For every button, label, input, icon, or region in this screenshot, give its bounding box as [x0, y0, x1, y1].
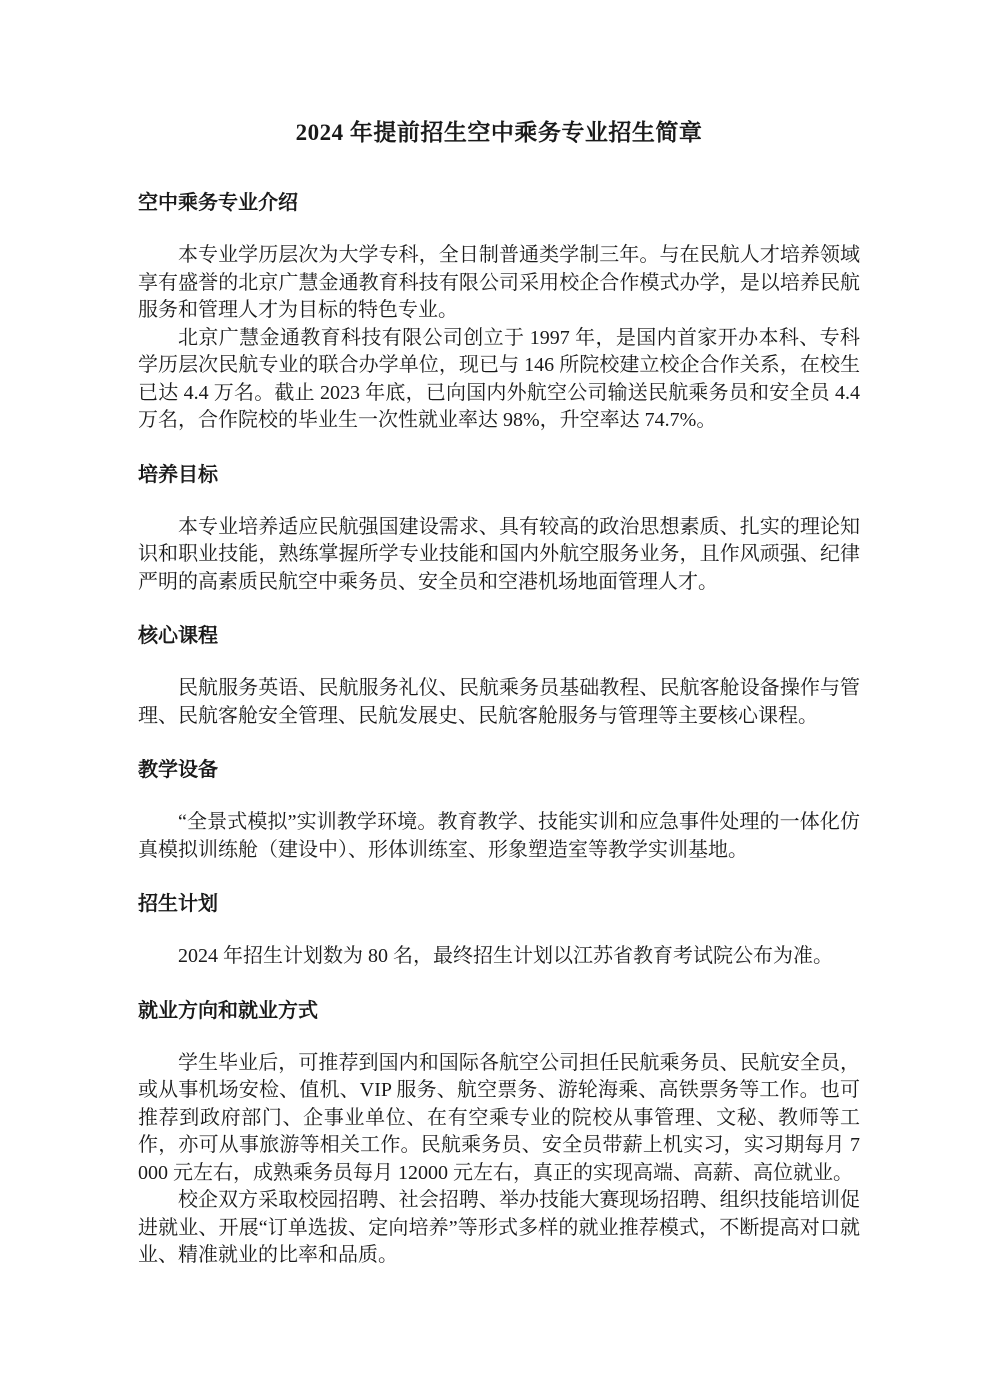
section-major-intro	[138, 190, 860, 435]
paragraph: 北京广慧金通教育科技有限公司创立于 1997 年，是国内首家开办本科、专科学历层次民航专业的联合办学单位，现已与 146 所院校建立校企合作关系，在校生已达 4.4 万名。截止 2023 年底，已向国内外航空公司输送民航乘务员和安全员 4.4 万名，合作院校的毕业生一次性就业率达 98%，升空率达 74.7%。	[138, 326, 860, 431]
section-training-goal	[138, 462, 860, 597]
paragraph: 民航服务英语、民航服务礼仪、民航乘务员基础教程、民航客舱设备操作与管理、民航客舱安全管理、民航发展史、民航客舱服务与管理等主要核心课程。	[138, 677, 860, 727]
paragraph: 2024 年招生计划数为 80 名，最终招生计划以江苏省教育考试院公布为准。	[178, 945, 833, 967]
section-heading-teaching-facilities: 教学设备	[138, 759, 218, 781]
section-teaching-facilities	[138, 757, 860, 864]
document-title: 2024 年提前招生空中乘务专业招生简章	[295, 120, 703, 145]
section-heading-employment: 就业方向和就业方式	[138, 999, 318, 1022]
section-heading-enrollment-plan: 招生计划	[138, 893, 218, 915]
paragraph: 本专业学历层次为大学专科，全日制普通类学制三年。与在民航人才培养领域享有盛誉的北京广慧金通教育科技有限公司采用校企合作模式办学，是以培养民航服务和管理人才为目标的特色专业。	[138, 244, 860, 321]
paragraph: “全景式模拟”实训教学环境。教育教学、技能实训和应急事件处理的一体化仿真模拟训练舱（建设中）、形体训练室、形象塑造室等教学实训基地。	[138, 811, 860, 861]
paragraph: 校企双方采取校园招聘、社会招聘、举办技能大赛现场招聘、组织技能培训促进就业、开展“订单选拔、定向培养”等形式多样的就业推荐模式，不断提高对口就业、精准就业的比率和品质。	[138, 1189, 860, 1266]
section-heading-major-intro: 空中乘务专业介绍	[138, 192, 298, 214]
paragraph: 学生毕业后，可推荐到国内和国际各航空公司担任民航乘务员、民航安全员，或从事机场安检、值机、VIP 服务、航空票务、游轮海乘、高铁票务等工作。也可推荐到政府部门、企事业单位、在有空乘专业的院校从事管理、文秘、教师等工作，亦可从事旅游等相关工作。民航乘务员、安全员带薪上机实习，实习期每月 7000 元左右，成熟乘务员每月 12000 元左右，真正的实现高端、高薪、高位就业。	[138, 1051, 860, 1184]
section-core-courses	[138, 623, 860, 730]
section-employment	[138, 998, 860, 1270]
section-heading-core-courses: 核心课程	[138, 625, 218, 647]
paragraph: 本专业培养适应民航强国建设需求、具有较高的政治思想素质、扎实的理论知识和职业技能，熟练掌握所学专业技能和国内外航空服务业务，且作风顽强、纪律严明的高素质民航空中乘务员、安全员和空港机场地面管理人才。	[138, 515, 860, 593]
section-enrollment-plan	[138, 891, 860, 971]
section-heading-training-goal: 培养目标	[138, 463, 218, 486]
